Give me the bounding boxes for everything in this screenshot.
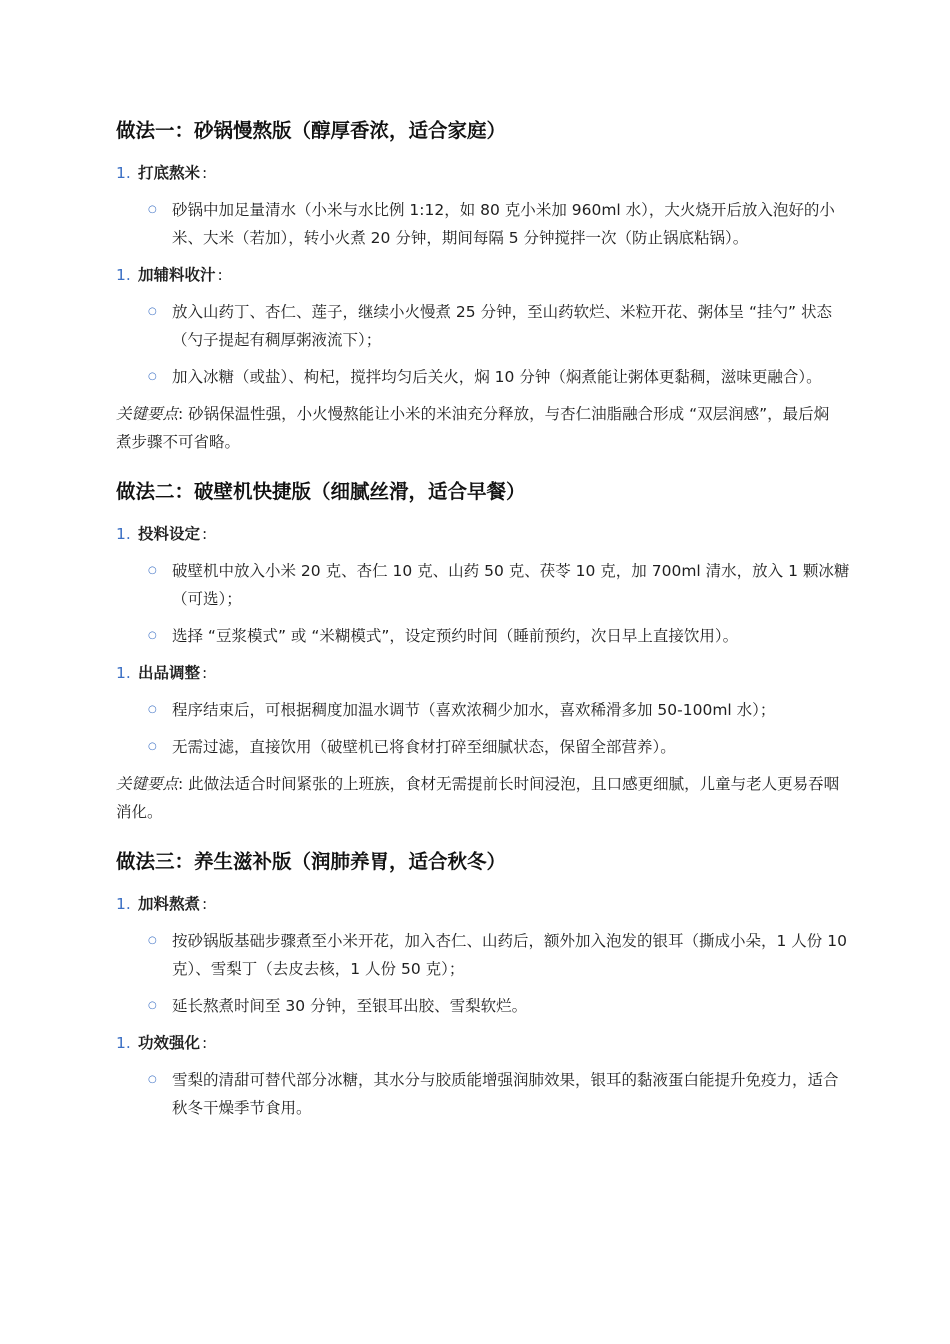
step-number: 1. (116, 266, 131, 284)
step-item (116, 261, 850, 289)
bullet-list (116, 1066, 850, 1122)
step-colon: : (202, 664, 208, 682)
hollow-circle-bullet-icon: ○ (148, 741, 157, 752)
key-point-text: : 此做法适合时间紧张的上班族，食材无需提前长时间浸泡，且口感更细腻，儿童与老人更易吞咽消化。 (116, 775, 840, 821)
step-colon: : (217, 266, 223, 284)
hollow-circle-bullet-icon: ○ (148, 1000, 157, 1011)
step-colon: : (202, 1034, 208, 1052)
step-label: 打底熬米 (138, 164, 201, 182)
bullet-item (116, 363, 852, 391)
bullet-item (116, 196, 852, 252)
step-number: 1. (116, 525, 131, 543)
step-colon: : (202, 895, 208, 913)
step-label: 出品调整 (138, 664, 201, 682)
bullet-text: 选择 “豆浆模式” 或 “米糊模式”，设定预约时间（睡前预约，次日早上直接饮用）。 (172, 627, 739, 645)
bullet-list (116, 696, 850, 761)
key-point-label: 关键要点 (116, 405, 179, 423)
step-number: 1. (116, 1034, 131, 1052)
hollow-circle-bullet-icon: ○ (148, 935, 157, 946)
bullet-text: 延长熬煮时间至 30 分钟，至银耳出胶、雪梨软烂。 (172, 997, 528, 1015)
bullet-list (116, 298, 850, 391)
step-item (116, 520, 850, 548)
section-title: 做法三：养生滋补版（润肺养胃，适合秋冬） (116, 850, 507, 873)
step-item (116, 890, 850, 918)
bullet-text: 砂锅中加足量清水（小米与水比例 1:12，如 80 克小米加 960ml 水），大火烧开后放入泡好的小米、大米（若加），转小火煮 20 分钟，期间每隔 5 分钟搅拌一次（防止锅底粘锅）。 (172, 201, 835, 247)
bullet-item (116, 298, 852, 354)
step-item (116, 159, 850, 187)
bullet-list (116, 927, 850, 1020)
bullet-item (116, 622, 852, 650)
step-item (116, 1029, 850, 1057)
section-method-2 (116, 478, 850, 826)
section-method-1 (116, 117, 850, 456)
bullet-list (116, 196, 850, 252)
bullet-item (116, 696, 872, 724)
step-label: 加料熬煮 (138, 895, 201, 913)
step-number: 1. (116, 895, 131, 913)
bullet-text: 无需过滤，直接饮用（破壁机已将食材打碎至细腻状态，保留全部营养）。 (172, 738, 676, 756)
step-label: 投料设定 (138, 525, 201, 543)
bullet-text: 程序结束后，可根据稠度加温水调节（喜欢浓稠少加水，喜欢稀滑多加 50-100ml 水）； (172, 701, 776, 719)
bullet-item (116, 1066, 852, 1122)
step-colon: : (202, 164, 208, 182)
key-point-label: 关键要点 (116, 775, 179, 793)
step-label: 功效强化 (138, 1034, 201, 1052)
step-colon: : (202, 525, 208, 543)
step-number: 1. (116, 164, 131, 182)
bullet-text: 按砂锅版基础步骤煮至小米开花，加入杏仁、山药后，额外加入泡发的银耳（撕成小朵，1 人份 10 克）、雪梨丁（去皮去核，1 人份 50 克）； (172, 932, 847, 978)
section-method-3 (116, 848, 850, 1122)
section-title: 做法二：破壁机快捷版（细腻丝滑，适合早餐） (116, 480, 526, 503)
bullet-text: 放入山药丁、杏仁、莲子，继续小火慢煮 25 分钟，至山药软烂、米粒开花、粥体呈 “挂勺” 状态（勺子提起有稠厚粥液流下）； (172, 303, 832, 349)
bullet-text: 加入冰糖（或盐）、枸杞，搅拌均匀后关火，焖 10 分钟（焖煮能让粥体更黏稠，滋味更融合）。 (172, 368, 822, 386)
hollow-circle-bullet-icon: ○ (148, 704, 157, 715)
section-title: 做法一：砂锅慢熬版（醇厚香浓，适合家庭） (116, 119, 507, 142)
hollow-circle-bullet-icon: ○ (148, 630, 157, 641)
bullet-list (116, 557, 850, 650)
hollow-circle-bullet-icon: ○ (148, 371, 157, 382)
hollow-circle-bullet-icon: ○ (148, 306, 157, 317)
bullet-item (116, 733, 852, 761)
bullet-text: 破壁机中放入小米 20 克、杏仁 10 克、山药 50 克、茯苓 10 克，加 700ml 清水，放入 1 颗冰糖（可选）； (172, 562, 850, 608)
step-item (116, 659, 850, 687)
key-point-text: : 砂锅保温性强，小火慢熬能让小米的米油充分释放，与杏仁油脂融合形成 “双层润感”，最后焖煮步骤不可省略。 (116, 405, 830, 451)
step-label: 加辅料收汁 (138, 266, 216, 284)
key-point (116, 400, 841, 456)
step-number: 1. (116, 664, 131, 682)
hollow-circle-bullet-icon: ○ (148, 565, 157, 576)
hollow-circle-bullet-icon: ○ (148, 1074, 157, 1085)
bullet-item (116, 557, 852, 613)
bullet-item (116, 927, 852, 983)
hollow-circle-bullet-icon: ○ (148, 204, 157, 215)
bullet-item (116, 992, 852, 1020)
key-point (116, 770, 841, 826)
bullet-text: 雪梨的清甜可替代部分冰糖，其水分与胶质能增强润肺效果，银耳的黏液蛋白能提升免疫力，适合秋冬干燥季节食用。 (172, 1071, 839, 1117)
